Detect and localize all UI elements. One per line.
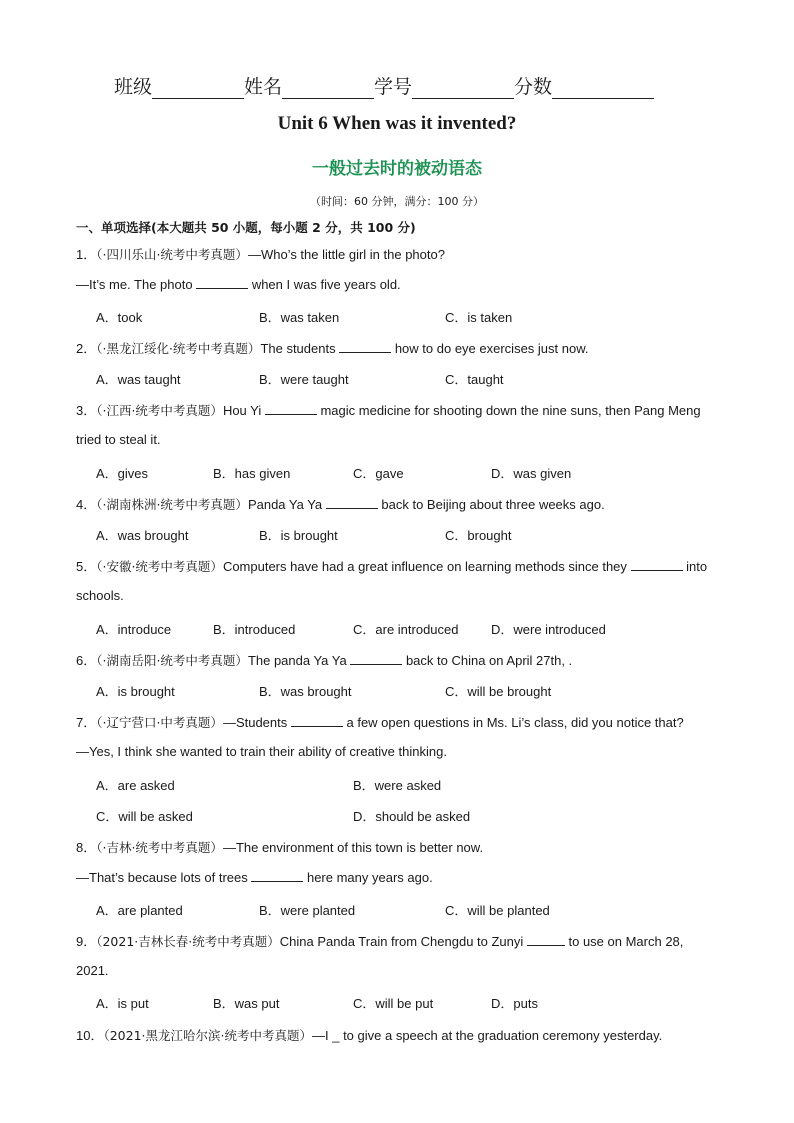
option-c[interactable]: C．gave bbox=[353, 466, 404, 481]
question-source: （·辽宁营口·中考真题） bbox=[96, 715, 223, 730]
question-5-line2: schools. bbox=[76, 588, 124, 603]
answer-blank[interactable] bbox=[291, 714, 343, 727]
option-c[interactable]: C．are introduced bbox=[353, 622, 459, 637]
page-subtitle: 一般过去时的被动语态 bbox=[312, 159, 482, 179]
option-c[interactable]: C．will be brought bbox=[445, 684, 552, 699]
answer-blank[interactable] bbox=[326, 496, 378, 509]
question-1-line2: —It’s me. The photo when I was five years old. bbox=[76, 277, 401, 292]
question-source: （·吉林·统考中考真题） bbox=[96, 840, 223, 855]
option-c[interactable]: C．brought bbox=[445, 528, 512, 543]
option-c[interactable]: C．is taken bbox=[445, 310, 513, 325]
student-id-blank[interactable] bbox=[412, 80, 514, 99]
option-b[interactable]: B．were taught bbox=[259, 372, 349, 387]
question-9-line2: 2021. bbox=[76, 963, 109, 978]
question-6: 6．（·湖南岳阳·统考中考真题）The panda Ya Ya back to China on April 27th, . bbox=[76, 653, 573, 668]
option-a[interactable]: A．is brought bbox=[96, 684, 175, 699]
option-a[interactable]: A．are planted bbox=[96, 903, 183, 918]
section-heading: 一、单项选择(本大题共 50 小题，每小题 2 分，共 100 分) bbox=[76, 220, 416, 235]
question-source: （·江西·统考中考真题） bbox=[96, 403, 223, 418]
question-7: 7．（·辽宁营口·中考真题）—Students a few open questions in Ms. Li’s class, did you notice that? bbox=[76, 715, 684, 730]
question-10: 10．（2021·黑龙江哈尔滨·统考中考真题）—I _ to give a speech at the graduation ceremony yesterday. bbox=[76, 1028, 663, 1043]
answer-blank[interactable] bbox=[339, 340, 391, 353]
option-a[interactable]: A．introduce bbox=[96, 622, 172, 637]
question-source: （2021·吉林长春·统考中考真题） bbox=[96, 934, 280, 949]
answer-blank[interactable] bbox=[265, 402, 317, 415]
student-info-line bbox=[114, 72, 654, 99]
score-label: 分数 bbox=[514, 76, 553, 98]
question-source: （·四川乐山·统考中考真题） bbox=[96, 247, 248, 262]
question-source: （·湖南株洲·统考中考真题） bbox=[96, 497, 248, 512]
answer-blank[interactable] bbox=[350, 652, 402, 665]
option-b[interactable]: B．were asked bbox=[353, 778, 442, 793]
answer-blank[interactable] bbox=[631, 558, 683, 571]
option-d[interactable]: D．was given bbox=[491, 466, 572, 481]
page-title: Unit 6 When was it invented? bbox=[277, 113, 517, 134]
option-b[interactable]: B．is brought bbox=[259, 528, 338, 543]
student-id-label: 学号 bbox=[374, 76, 413, 98]
option-a[interactable]: A．is put bbox=[96, 996, 149, 1011]
question-7-line2: —Yes, I think she wanted to train their ability of creative thinking. bbox=[76, 744, 447, 759]
exam-meta: （时间：60 分钟，满分：100 分） bbox=[310, 195, 484, 208]
option-a[interactable]: A．are asked bbox=[96, 778, 175, 793]
question-source: （·湖南岳阳·统考中考真题） bbox=[96, 653, 248, 668]
answer-blank[interactable] bbox=[196, 276, 248, 289]
option-d[interactable]: D．were introduced bbox=[491, 622, 606, 637]
question-5: 5．（·安徽·统考中考真题）Computers have had a great influence on learning methods since they into bbox=[76, 559, 708, 574]
option-c[interactable]: C．will be planted bbox=[445, 903, 550, 918]
option-b[interactable]: B．introduced bbox=[213, 622, 296, 637]
name-label: 姓名 bbox=[244, 76, 283, 98]
class-blank[interactable] bbox=[152, 80, 244, 99]
answer-blank[interactable]: _ bbox=[332, 1028, 340, 1043]
option-d[interactable]: D．should be asked bbox=[353, 809, 471, 824]
name-blank[interactable] bbox=[282, 80, 374, 99]
question-2: 2．（·黑龙江绥化·统考中考真题）The students how to do eye exercises just now. bbox=[76, 341, 589, 356]
option-c[interactable]: C．will be asked bbox=[96, 809, 193, 824]
answer-blank[interactable] bbox=[527, 933, 565, 946]
option-c[interactable]: C．taught bbox=[445, 372, 504, 387]
option-c[interactable]: C．will be put bbox=[353, 996, 434, 1011]
question-3-line2: tried to steal it. bbox=[76, 432, 161, 447]
question-8: 8．（·吉林·统考中考真题）—The environment of this town is better now. bbox=[76, 840, 484, 855]
question-9: 9．（2021·吉林长春·统考中考真题）China Panda Train from Chengdu to Zunyi to use on March 28, bbox=[76, 934, 684, 949]
option-b[interactable]: B．was taken bbox=[259, 310, 340, 325]
score-blank[interactable] bbox=[552, 80, 654, 99]
option-a[interactable]: A．took bbox=[96, 310, 143, 325]
option-a[interactable]: A．gives bbox=[96, 466, 149, 481]
option-b[interactable]: B．were planted bbox=[259, 903, 356, 918]
option-b[interactable]: B．was put bbox=[213, 996, 280, 1011]
class-label: 班级 bbox=[114, 76, 153, 98]
option-a[interactable]: A．was taught bbox=[96, 372, 181, 387]
answer-blank[interactable] bbox=[251, 869, 303, 882]
question-8-line2: —That’s because lots of trees here many years ago. bbox=[76, 870, 433, 885]
question-3: 3．（·江西·统考中考真题）Hou Yi magic medicine for shooting down the nine suns, then Pang Meng bbox=[76, 403, 701, 418]
question-4: 4．（·湖南株洲·统考中考真题）Panda Ya Ya back to Beijing about three weeks ago. bbox=[76, 497, 605, 512]
question-1: 1．（·四川乐山·统考中考真题）—Who’s the little girl in the photo? bbox=[76, 247, 445, 262]
option-b[interactable]: B．has given bbox=[213, 466, 291, 481]
option-a[interactable]: A．was brought bbox=[96, 528, 189, 543]
option-b[interactable]: B．was brought bbox=[259, 684, 352, 699]
question-source: （·黑龙江绥化·统考中考真题） bbox=[96, 341, 261, 356]
question-source: （·安徽·统考中考真题） bbox=[96, 559, 223, 574]
option-d[interactable]: D．puts bbox=[491, 996, 538, 1011]
question-source: （2021·黑龙江哈尔滨·统考中考真题） bbox=[103, 1028, 312, 1043]
